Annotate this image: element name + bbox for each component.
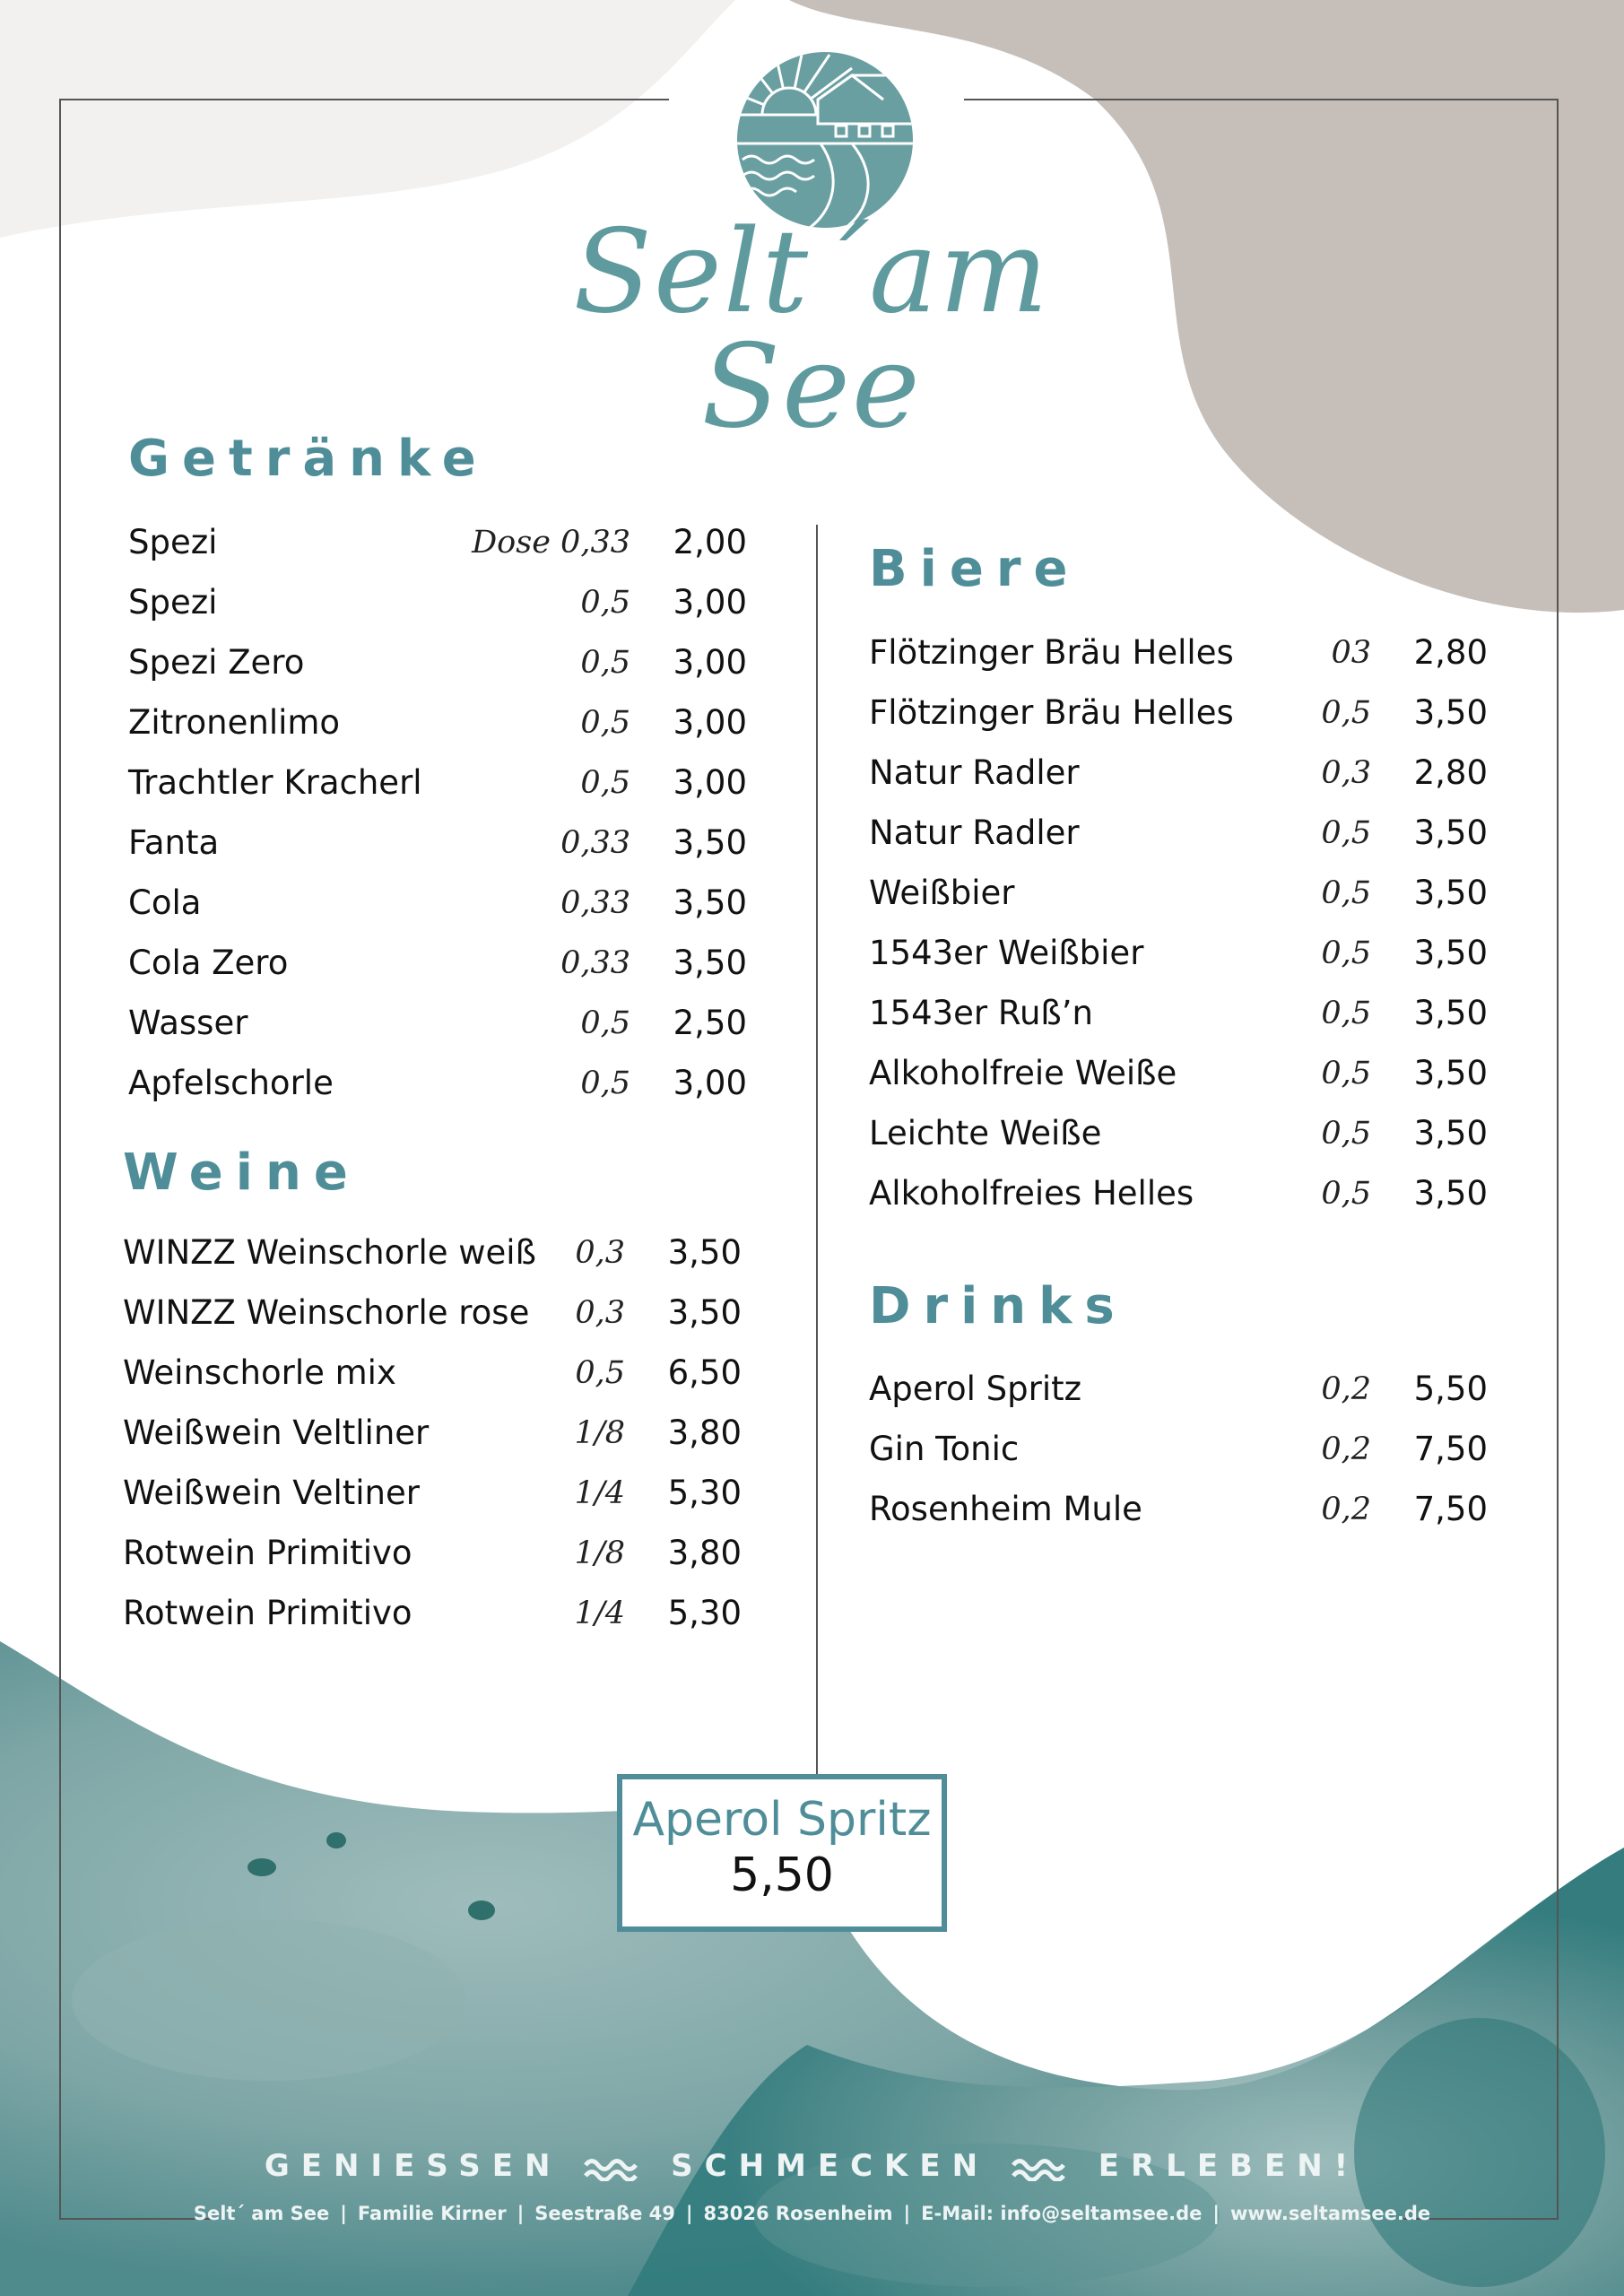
item-price: 2,00 [673,523,747,561]
section-title-getraenke: Getränke [128,430,489,488]
item-price: 3,80 [667,1413,742,1452]
menu-list-drinks [869,1367,1488,1547]
stone [468,1900,495,1920]
water-texture [72,1919,466,2081]
item-size: Dose 0,33 [472,525,630,561]
item-price: 5,30 [667,1594,742,1632]
item-name: Weißbier [869,874,1015,912]
item-size: 03 [1331,635,1371,671]
menu-item [128,700,747,761]
item-price: 3,00 [673,1064,747,1102]
item-size: 0,5 [575,1355,625,1391]
special-offer-price: 5,50 [730,1848,834,1902]
menu-item [128,761,747,821]
item-name: Natur Radler [869,753,1080,792]
section-title-biere: Biere [869,540,1081,598]
item-size: 1/4 [574,1596,625,1631]
menu-item [869,1367,1488,1427]
item-name: Trachtler Kracherl [128,763,422,802]
item-size: 0,5 [1321,1056,1371,1091]
item-price: 7,50 [1413,1490,1488,1528]
menu-item [123,1471,742,1531]
item-name: Cola Zero [128,944,289,982]
item-name: Spezi Zero [128,643,305,682]
menu-item [128,821,747,881]
frame-line [59,99,61,2220]
item-price: 3,50 [1413,1174,1488,1213]
lake-house-logo-icon [735,50,915,230]
item-size: 1/8 [574,1535,625,1571]
item-name: Spezi [128,583,218,622]
item-size: 0,33 [560,825,630,861]
item-price: 3,80 [667,1534,742,1572]
item-size: 0,2 [1321,1492,1371,1527]
menu-item [128,640,747,700]
menu-list-biere [869,631,1488,1231]
footer-separator: | [903,2203,911,2224]
slogan-word: ERLEBEN! [1098,2148,1360,2184]
item-name: Fanta [128,823,220,862]
menu-item [869,871,1488,931]
frame-line [964,99,1558,100]
footer-family: Familie Kirner [357,2203,507,2224]
wave-icon [1012,2154,1067,2181]
item-name: WINZZ Weinschorle rose [123,1293,530,1332]
item-price: 3,50 [1413,813,1488,852]
item-size: 0,2 [1321,1431,1371,1467]
item-name: Flötzinger Bräu Helles [869,693,1234,732]
menu-list-weine [123,1231,742,1651]
slogan-word: GENIESSEN [264,2148,562,2184]
item-price: 3,50 [1413,693,1488,732]
item-name: Natur Radler [869,813,1080,852]
menu-item [869,991,1488,1051]
slogan-word: SCHMECKEN [671,2148,990,2184]
item-size: 0,5 [1321,1176,1371,1212]
frame-line [59,99,669,100]
item-name: Gin Tonic [869,1430,1020,1468]
menu-item [869,1427,1488,1487]
item-size: 0,5 [580,585,630,621]
item-price: 2,80 [1413,633,1488,672]
item-price: 3,50 [1413,994,1488,1032]
item-name: Alkoholfreies Helles [869,1174,1194,1213]
menu-item [128,580,747,640]
menu-item [123,1531,742,1591]
menu-item [869,691,1488,751]
menu-item [869,1051,1488,1111]
item-name: Weißwein Veltiner [123,1474,420,1512]
item-size: 0,5 [1321,875,1371,911]
menu-item [128,941,747,1001]
menu-item [869,631,1488,691]
wave-icon [584,2154,639,2181]
footer-name: Selt´ am See [193,2203,330,2224]
menu-item [869,1111,1488,1171]
item-size: 0,5 [1321,996,1371,1031]
footer-separator: | [517,2203,525,2224]
item-name: Zitronenlimo [128,703,341,742]
item-price: 5,30 [667,1474,742,1512]
item-price: 3,50 [1413,874,1488,912]
footer-email: E-Mail: info@seltamsee.de [921,2203,1203,2224]
footer-city: 83026 Rosenheim [703,2203,893,2224]
menu-item [128,881,747,941]
item-price: 2,50 [673,1004,747,1042]
menu-item [123,1351,742,1411]
menu-item [869,751,1488,811]
item-name: Leichte Weiße [869,1114,1102,1152]
item-name: WINZZ Weinschorle weiß [123,1233,536,1272]
slogan [0,2148,1624,2184]
item-name: Alkoholfreie Weiße [869,1054,1177,1092]
item-size: 0,5 [1321,1116,1371,1152]
item-price: 3,50 [667,1293,742,1332]
item-name: Apfelschorle [128,1064,334,1102]
special-offer-box [617,1774,947,1932]
menu-item [128,1001,747,1061]
footer-street: Seestraße 49 [534,2203,675,2224]
item-name: Aperol Spritz [869,1370,1082,1408]
top-left-blob [0,0,735,238]
menu-item [869,1171,1488,1231]
item-size: 0,5 [580,1005,630,1041]
item-name: Wasser [128,1004,248,1042]
item-size: 0,5 [1321,815,1371,851]
item-size: 0,5 [580,705,630,741]
item-size: 0,5 [580,765,630,801]
item-name: 1543er Ruß’n [869,994,1093,1032]
item-price: 5,50 [1413,1370,1488,1408]
item-price: 3,50 [673,883,747,922]
item-price: 3,50 [667,1233,742,1272]
item-price: 3,50 [1413,934,1488,972]
item-price: 2,80 [1413,753,1488,792]
item-name: Cola [128,883,202,922]
item-name: Weißwein Veltliner [123,1413,430,1452]
frame-line [1557,99,1559,2220]
item-price: 7,50 [1413,1430,1488,1468]
menu-item [869,931,1488,991]
item-name: Flötzinger Bräu Helles [869,633,1234,672]
menu-item [123,1591,742,1651]
menu-list-getraenke [128,520,747,1121]
menu-item [123,1411,742,1471]
item-price: 3,50 [1413,1054,1488,1092]
menu-item [128,1061,747,1121]
special-offer-name: Aperol Spritz [632,1793,932,1847]
item-size: 1/8 [574,1415,625,1451]
item-price: 3,50 [673,823,747,862]
item-size: 0,3 [575,1295,625,1331]
item-name: Rotwein Primitivo [123,1594,413,1632]
item-name: Spezi [128,523,218,561]
item-name: 1543er Weißbier [869,934,1144,972]
footer-separator: | [1212,2203,1220,2224]
item-price: 3,00 [673,583,747,622]
item-price: 3,00 [673,643,747,682]
item-name: Rosenheim Mule [869,1490,1142,1528]
item-size: 0,5 [1321,695,1371,731]
item-price: 3,00 [673,763,747,802]
item-size: 0,33 [560,885,630,921]
menu-item [869,811,1488,871]
menu-item [123,1231,742,1291]
footer-website: www.seltamsee.de [1230,2203,1431,2224]
item-size: 0,3 [575,1235,625,1271]
item-size: 0,5 [580,1065,630,1101]
stone [326,1832,346,1848]
item-price: 6,50 [667,1353,742,1392]
item-price: 3,50 [1413,1114,1488,1152]
item-price: 3,00 [673,703,747,742]
item-size: 1/4 [574,1475,625,1511]
column-divider [816,525,818,1776]
section-title-drinks: Drinks [869,1277,1127,1335]
footer-separator: | [340,2203,347,2224]
item-price: 3,50 [673,944,747,982]
footer-separator: | [685,2203,693,2224]
menu-item [123,1291,742,1351]
item-size: 0,5 [580,645,630,681]
item-name: Weinschorle mix [123,1353,396,1392]
item-size: 0,2 [1321,1371,1371,1407]
menu-item [128,520,747,580]
footer-contact [0,2205,1624,2223]
menu-item [869,1487,1488,1547]
item-size: 0,5 [1321,935,1371,971]
item-size: 0,33 [560,945,630,981]
brand-name: Selt´am See [573,205,1050,454]
item-name: Rotwein Primitivo [123,1534,413,1572]
stone [248,1858,276,1876]
section-title-weine: Weine [123,1144,360,1202]
item-size: 0,3 [1321,755,1371,791]
